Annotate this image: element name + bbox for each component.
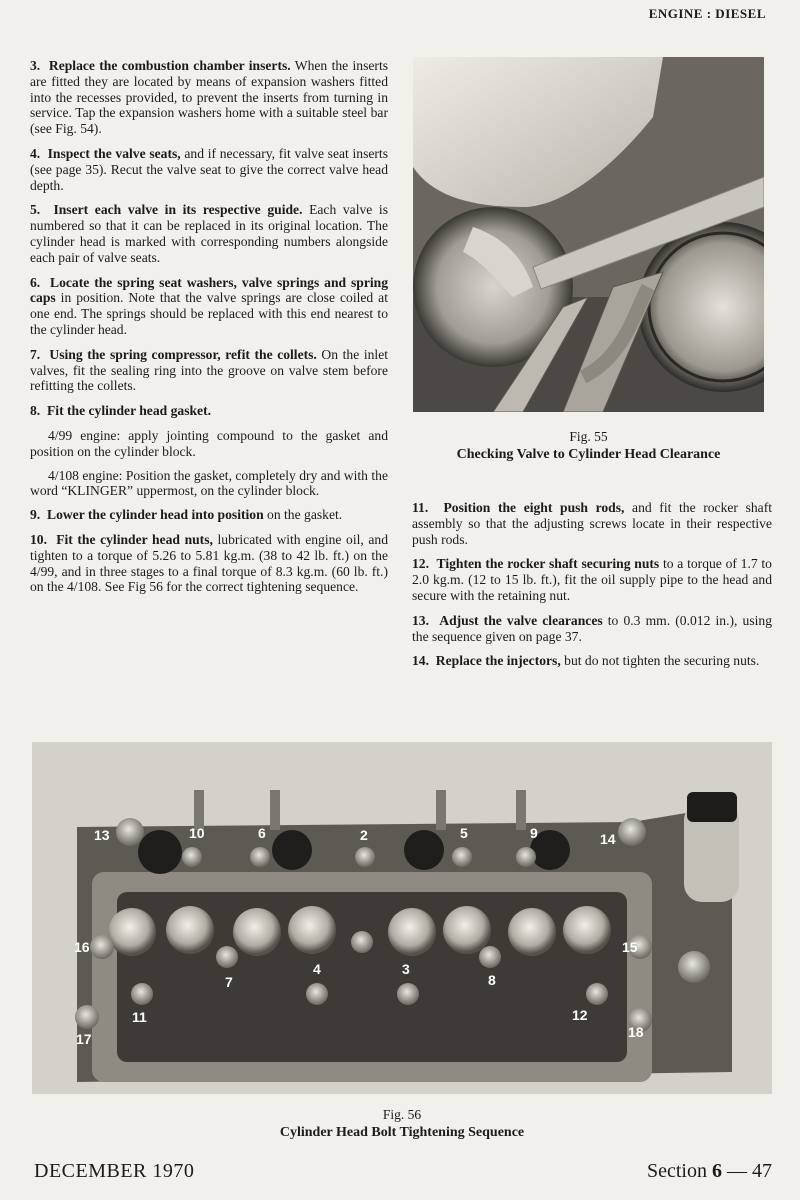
fig56-title: Cylinder Head Bolt Tightening Sequence	[279, 1125, 525, 1140]
fig55-caption	[413, 428, 764, 464]
bolt-label-8: 8	[488, 972, 496, 988]
step-10: 10. Fit the cylinder head nuts, lubricated with engine oil, and tighten to a torque of 5.26 to 5.81 kg.m. (38 to 42 lb. ft.) on the 4/99, and in three stages to a final torque of 8.3 kg.m. (60 lb. ft.) on the 4/108. See Fig 56 for the correct tightening sequence.	[30, 531, 388, 595]
step-4: 4. Inspect the valve seats, and if necessary, fit valve seat inserts (see page 35). Recut the valve seat to give the correct valve head depth.	[30, 145, 388, 193]
running-header: ENGINE : DIESEL	[648, 6, 766, 21]
bolt-label-5: 5	[460, 825, 468, 841]
bolt-label-18: 18	[628, 1024, 644, 1040]
bolt-label-14: 14	[600, 831, 616, 847]
step-8: 8. Fit the cylinder head gasket.	[30, 403, 212, 419]
step-5: 5. Insert each valve in its respective guide. Each valve is numbered so that it can be replaced in its original location. The cylinder head is marked with corresponding numbers alongside each pair of valve seats.	[30, 202, 389, 265]
step-14: 14. Replace the injectors, but do not tighten the securing nuts.	[412, 653, 760, 669]
fig56-number: Fig. 56	[382, 1107, 422, 1122]
bolt-label-11: 11	[132, 1009, 147, 1025]
step-3: 3. Replace the combustion chamber inserts. When the inserts are fitted they are located by means of expansion washers fitted into the recesses provided, to prevent the inserts from turning in service. Tap the expansion washers home with a suitable steel bar (see Fig. 54).	[30, 58, 389, 137]
bolt-label-3: 3	[402, 961, 410, 977]
fig56-photo	[32, 742, 772, 1094]
bolt-label-13: 13	[94, 827, 110, 843]
feeler-gauge-photo-illustration	[413, 57, 764, 412]
fig55-photo	[413, 57, 764, 412]
step-12: 12. Tighten the rocker shaft securing nuts to a torque of 1.7 to 2.0 kg.m. (12 to 15 lb. ft.), fit the oil supply pipe to the head and secure with the retaining nut.	[412, 556, 772, 603]
bolt-label-10: 10	[189, 825, 205, 841]
step-9: 9. Lower the cylinder head into position on the gasket.	[30, 507, 343, 523]
bolt-label-9: 9	[530, 825, 538, 841]
cylinder-head-illustration	[32, 742, 772, 1094]
bolt-label-7: 7	[225, 974, 233, 990]
left-column	[30, 58, 388, 604]
gasket-note-4-99: 4/99 engine: apply jointing compound to the gasket and position on the cylinder block.	[30, 427, 388, 459]
footer-date: DECEMBER 1970	[34, 1160, 195, 1182]
step-13: 13. Adjust the valve clearances to 0.3 mm. (0.012 in.), using the sequence given on page 37.	[412, 612, 773, 644]
fig55-title: Checking Valve to Cylinder Head Clearance	[456, 447, 721, 462]
bolt-label-6: 6	[258, 825, 266, 841]
step-6: 6. Locate the spring seat washers, valve springs and spring caps in position. Note that the valve springs are close coiled at one end. The springs should be replaced with this end nearest to the cylinder head.	[30, 274, 388, 337]
footer-page: Section 6 — 47	[647, 1160, 772, 1182]
gasket-note-4-108: 4/108 engine: Position the gasket, completely dry and with the word “KLINGER” uppermost, on the cylinder block.	[30, 467, 388, 499]
bolt-label-15: 15	[622, 939, 638, 955]
bolt-label-17: 17	[76, 1031, 92, 1047]
bolt-label-16: 16	[74, 939, 90, 955]
fig55-number: Fig. 55	[569, 429, 608, 444]
bolt-label-2: 2	[360, 827, 368, 843]
bolt-label-4: 4	[313, 961, 321, 977]
bolt-label-12: 12	[572, 1007, 588, 1023]
fig56-caption	[32, 1106, 772, 1142]
right-column	[412, 500, 772, 678]
step-11: 11. Position the eight push rods, and fit the rocker shaft assembly so that the adjusting screws locate in their respective push rods.	[412, 500, 772, 547]
step-7: 7. Using the spring compressor, refit the collets. On the inlet valves, fit the sealing ring into the groove on valve stem before refitting the collets.	[30, 346, 389, 394]
